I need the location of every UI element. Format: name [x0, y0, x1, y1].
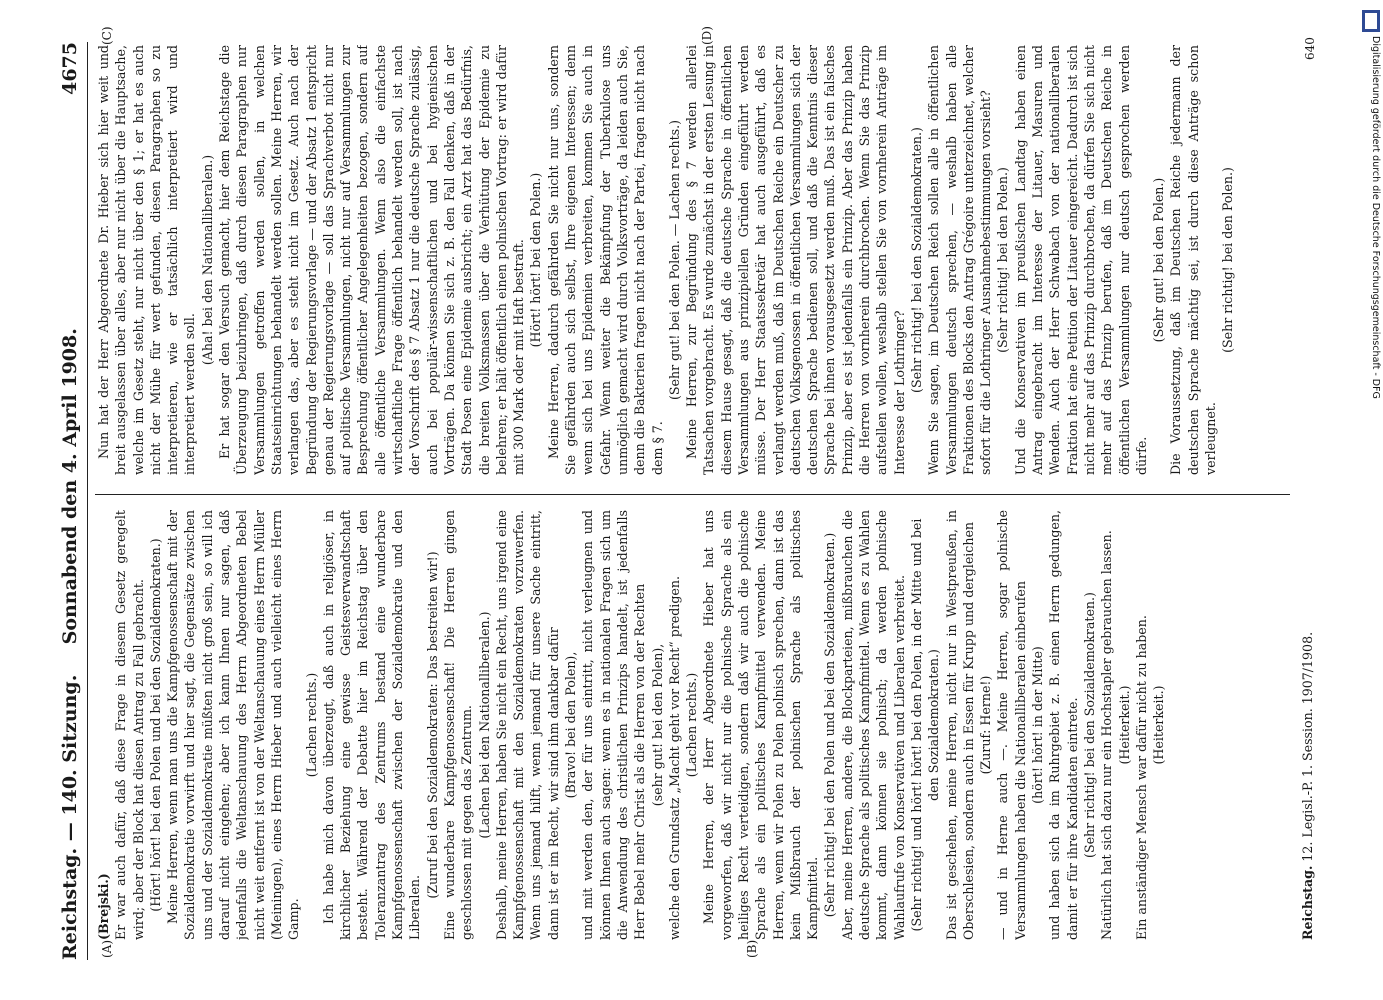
margin-marker-c: (C)	[100, 26, 114, 45]
paragraph: (Zuruf: Herne!)	[978, 675, 994, 775]
header-date: Sonnabend den 4. April 1908.	[59, 328, 81, 645]
dfg-logo-icon	[1362, 10, 1380, 32]
paragraph: (Sehr richtig! bei den Polen und bei den Sozialdemokraten.)	[822, 532, 838, 918]
paragraph: (Hört! hört! bei den Polen und bei den Sozialdemokraten.)	[147, 538, 163, 912]
paragraph: Meine Herren, der Herr Abgeordnete Hieber hat uns vorgeworfen, daß wir nicht nur die polnische Sprache als ein heiliges Recht verteidigen, sondern daß wir auch die polnische Sprache als ein politisches Kampfmittel verwenden. Meine Herren, wenn wir Polen zu Polen polnisch sprechen, dann ist das kein Mißbrauch der polnischen Sprache als politisches Kampfmittel.	[701, 510, 821, 940]
paragraph: Und die Konservativen im preußischen Landtag haben einen Antrag eingebracht im Interesse der Litauer, Masuren und Wenden. Auch der Herr Schwabach von der nationalliberalen Fraktion hat eine Petition der Litauer eingereicht. Dadurch ist sich nicht mehr auf das Prinzip durchbrochen, da dürfen Sie sich nicht mehr auf das Prinzip berufen, daß im Deutschen Reiche in öffentlichen Versammlungen nur deutsch gesprochen werden dürfe.	[1012, 45, 1149, 475]
paragraph: (Lachen rechts.)	[303, 672, 319, 778]
paragraph: und mit werden den, der für uns eintritt, nicht verleugnen und können Ihnen auch sagen: wenn es in nationalen Fragen sich um die Anwendung des christlichen Prinzips handelt, ist jedenfalls Herr Bebel mehr Christ als die Herren von der Rechten	[580, 510, 648, 940]
paragraph: (Aha! bei den Nationalliberalen.)	[199, 154, 215, 366]
left-paragraphs	[112, 510, 1167, 940]
paragraph: (sehr gut! bei den Polen),	[649, 643, 665, 807]
paragraph: (Sehr gut! bei den Polen.)	[1151, 177, 1167, 343]
paragraph: Ich habe mich davon überzeugt, daß auch in religiöser, in kirchlicher Beziehung eine gewisse Geistesverwandtschaft besteht. Während der Debatte hier im Reichstag über den Toleranzantrag des Zentrums bestand eine wunderbare Kampfgenossenschaft zwischen der Sozialdemokratie und den Liberalen.	[320, 510, 423, 940]
dfg-stamp-text: Digitalisierung gefördert durch die Deutsche Forschungsgemeinschaft - DFG	[1370, 36, 1381, 399]
paragraph: Nun hat der Herr Abgeordnete Dr. Hieber sich hier weit und breit ausgelassen über alles, aber nur nicht über die Hauptsache, welche im Gesetz steht, nur nicht über den § 1; er hat es auch nicht der Mühe für wert gefunden, diesen Paragraphen so zu interpretieren, wie er tatsächlich interpretiert wird und interpretiert werden soll.	[96, 45, 198, 475]
paragraph: und haben sich da im Ruhrgebiet z. B. einen Herrn gedungen, damit er für ihre Kandidaten eintrete.	[1047, 510, 1080, 940]
paragraph: — und in Herne auch —. Meine Herren, sogar polnische Versammlungen haben die Nationalliberalen einberufen	[995, 510, 1028, 940]
speaker-tag: (Brejski.)	[96, 873, 111, 940]
paragraph: (Sehr richtig! und hört! hört! bei den Polen, in der Mitte und bei den Sozialdemokraten.)	[908, 518, 942, 932]
column-divider	[95, 494, 1290, 495]
paragraph: Das ist geschehen, meine Herren, nicht nur in Westpreußen, in Oberschlesien, sondern auch in Essen für Krupp und dergleichen	[943, 510, 976, 940]
paragraph: Meine Herren, dadurch gefährden Sie nicht nur uns, sondern Sie gefährden auch sich selbst, Ihre eigenen Interessen; denn wenn sich bei uns Epidemien verbreiten, kommen Sie auch in Gefahr. Wenn weiter die Bekämpfung der Tuberkulose uns unmöglich gemacht wird durch Volksvorträge, da leiden auch Sie, denn die Bakterien fragen nicht nach der Partei, fragen nicht nach dem § 7.	[545, 45, 665, 475]
paragraph: (Sehr richtig! bei den Polen.)	[1220, 167, 1236, 353]
header-left: Reichstag. — 140. Sitzung.	[59, 674, 81, 960]
right-paragraphs	[95, 45, 1237, 475]
paragraph: Meine Herren, wenn man uns die Kampfgenossenschaft mit der Sozialdemokratie vorwirft und hier sagt, die Gegensätze zwischen uns und der Sozialdemokratie müßten nicht groß sein, so will ich darauf nicht eingehen; aber ich kann Ihnen nur sagen, daß jedenfalls die Weltanschauung des Herrn Abgeordneten Bebel nicht weit entfernt ist von der Weltanschauung eines Herrn Müller (Meiningen), eines Herrn Hieber und auch vielleicht eines Herrn Gamp.	[165, 510, 302, 940]
paragraph: (Lachen rechts.)	[684, 672, 700, 778]
paragraph: Eine wunderbare Kampfgenossenschaft! Die Herren gingen geschlossen mit gegen das Zentrum.	[441, 510, 475, 940]
margin-marker-b: (B)	[745, 939, 759, 958]
paragraph: (Lachen bei den Nationalliberalen.)	[476, 611, 492, 839]
paragraph: Er hat sogar den Versuch gemacht, hier dem Reichstage die Überzeugung beizubringen, daß durch diesen Paragraphen nur Versammlungen getroffen werden sollen, in welchen Staatseinrichtungen behandelt werden sollen. Meine Herren, wir verlangen das, aber es steht nicht im Gesetz. Auch nach der Begründung der Regierungsvorlage — und der Absatz 1 entspricht genau der Regierungsvorlage — soll das Sprachverbot nicht nur auf politische Versammlungen, nicht nur auf Versammlungen zur Besprechung öffentlicher Angelegenheiten bezogen, sondern auf alle öffentliche Versammlungen. Wenn also die einfachste wirtschaftliche Frage öffentlich behandelt werden soll, ist nach der Vorschrift des § 7 Absatz 1 nur die deutsche Sprache zulässig, auch bei populär-wissenschaftlichen und bei hygienischen Vorträgen. Da können Sie sich z. B. den Fall denken, daß in der Stadt Posen eine Epidemie ausbricht; ein Arzt hat das Bedürfnis, die breiten Volksmassen über die Verhütung der Epidemie zu belehren; er hält öffentlich einen polnischen Vortrag: er wird dafür mit 300 Mark oder mit Haft bestraft.	[217, 45, 527, 475]
paragraph: Ein anständiger Mensch war dafür nicht zu haben.	[1133, 615, 1149, 940]
paragraph: (Sehr richtig! bei den Polen.)	[995, 167, 1011, 353]
paragraph: Er war auch dafür, daß diese Frage in diesem Gesetz geregelt wird; aber der Block hat diesen Antrag zu Fall gebracht.	[113, 510, 146, 940]
dfg-stamp	[1361, 6, 1381, 996]
paragraph: (Hört! hört! bei den Polen.)	[528, 172, 544, 348]
paragraph: Aber, meine Herren, andere, die Blockparteien, mißbrauchen die deutsche Sprache als politisches Kampfmittel. Wenn es zu Wahlen kommt, dann können sie polnisch; da werden polnische Wahlaufrufe von Konservativen und Liberalen verbreitet.	[839, 510, 907, 940]
page-footer	[1300, 632, 1315, 940]
paragraph: (Zuruf bei den Sozialdemokraten: Das bestreiten wir!)	[424, 551, 440, 899]
paragraph: welche den Grundsatz „Macht geht vor Recht“ predigen.	[666, 576, 682, 940]
right-text-column	[95, 45, 1290, 475]
header-right	[59, 42, 81, 644]
paragraph: (Heiterkeit.)	[1151, 685, 1167, 765]
paragraph: (Sehr richtig! bei den Sozialdemokraten.)	[1081, 592, 1097, 858]
paragraph: (Sehr gut! bei den Polen. — Lachen rechts.)	[666, 119, 682, 401]
footer-text: 12. Legisl.-P. 1. Session. 1907/1908.	[1300, 631, 1315, 862]
margin-marker-a: (A)	[100, 939, 114, 958]
page-number: 4675	[59, 42, 81, 95]
footer-prefix: Reichstag.	[1300, 865, 1315, 940]
paragraph: (hört! hört! in der Mitte)	[1030, 646, 1046, 804]
paragraph: (Sehr richtig! bei den Sozialdemokraten.)	[908, 127, 924, 393]
left-text-column	[95, 510, 1290, 940]
margin-marker-d: (D)	[700, 26, 714, 45]
paragraph: (Bravo! bei den Polen),	[563, 651, 579, 799]
paragraph: Natürlich hat sich dazu nur ein Hochstapler gebrauchen lassen.	[1099, 530, 1115, 940]
sheet-number: 640	[1303, 37, 1317, 60]
paragraph: Deshalb, meine Herren, haben Sie nicht ein Recht, uns irgend eine Kampfgenossenschaft mit den Sozialdemokraten vorzuwerfen. Wenn uns jemand hilft, wenn jemand für unsere Sache eintritt, dann ist er im Recht, wir sind ihm dankbar dafür	[493, 510, 561, 940]
paragraph: Die Voraussetzung, daß im Deutschen Reiche jedermann der deutschen Sprache mächtig sei, ist durch diese Anträge schon verleugnet.	[1168, 45, 1218, 475]
paragraph: Meine Herren, zur Begründung des § 7 werden allerlei Tatsachen vorgebracht. Es wurde zunächst in der ersten Lesung in diesem Hause gesagt, daß die deutsche Sprache in öffentlichen Versammlungen aus prinzipiellen Gründen eingeführt werden müsse. Der Herr Staatssekretär hat auch ausgeführt, daß es verlangt werden muß, daß im Deutschen Reiche ein Deutscher zu deutschen Volksgenossen in öffentlichen Versammlungen sich der deutschen Sprache bedienen soll, und daß die Kenntnis dieser Sprache bei ihnen vorausgesetzt werden muß. Das ist ein falsches Prinzip, aber es ist jedenfalls ein Prinzip. Aber das Prinzip haben die Herren von vornherein durchbrochen. Wenn Sie das Prinzip aufstellen wollen, weshalb stellen Sie von vornherein Anträge im Interesse der Lothringer?	[684, 45, 907, 475]
paragraph: (Heiterkeit.)	[1116, 685, 1132, 765]
paragraph: Wenn Sie sagen, im Deutschen Reich sollen alle in öffentlichen Versammlungen deutsch sprechen, — weshalb haben alle Fraktionen des Blocks den Antrag Grégoire unterzeichnet, welcher sofort für die Lothringer Ausnahmebestimmungen vorsieht?	[926, 45, 994, 475]
page-header	[55, 42, 88, 960]
